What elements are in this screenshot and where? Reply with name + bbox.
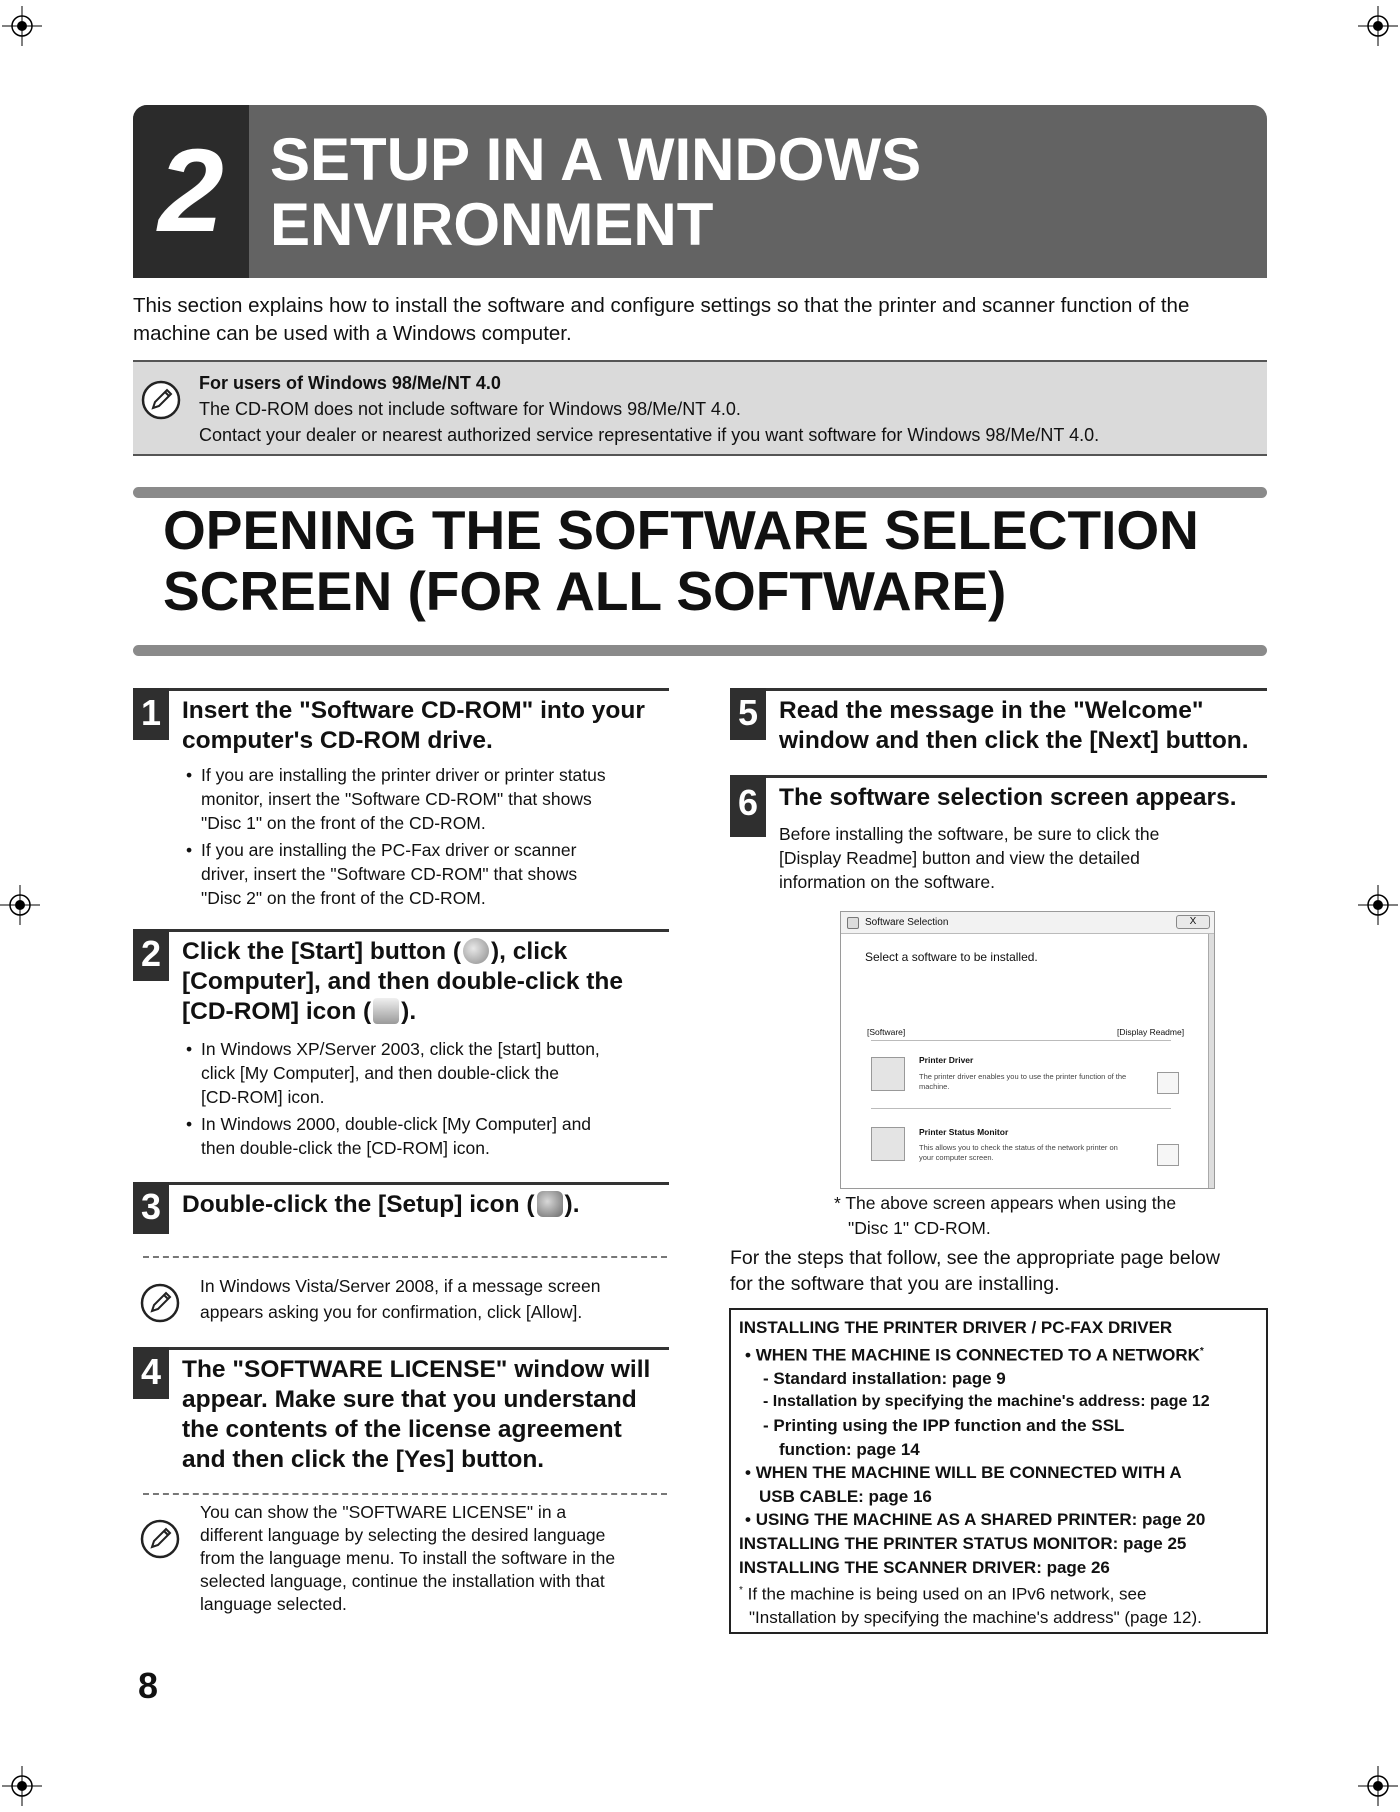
note-pencil-icon: [141, 380, 181, 420]
list-item: • In Windows 2000, double-click [My Computer] and then double-click the [CD-ROM] icon.: [186, 1112, 600, 1160]
intro-paragraph: This section explains how to install the software and configure settings so that the printer and scanner function of the machine can be used with a Windows computer.: [133, 294, 1190, 345]
follow-up-paragraph: For the steps that follow, see the appropriate page below for the software that you are installing.: [730, 1247, 1220, 1295]
section-rule-bottom: [133, 645, 1267, 656]
scrollbar[interactable]: [1208, 934, 1214, 1189]
step-2-bullets: [186, 1037, 600, 1163]
step-6-paragraph: Before installing the software, be sure to click the [Display Readme] button and view the detailed information on the software.: [779, 824, 1160, 892]
list-item: • WHEN THE MACHINE WILL BE CONNECTED WITH A: [745, 1463, 1182, 1483]
note-license: You can show the "SOFTWARE LICENSE" in a different language by selecting the desired language from the language menu. To install the software in the selected language, continue the installation with that language selected.: [200, 1502, 616, 1614]
readme-button[interactable]: [1157, 1144, 1179, 1166]
readme-button[interactable]: [1157, 1072, 1179, 1094]
chapter-title: SETUP IN A WINDOWS ENVIRONMENT: [270, 126, 922, 258]
registration-mark-mid-right: [1358, 885, 1398, 925]
list-item: - Printing using the IPP function and the SSL: [763, 1416, 1125, 1436]
step-heading: Double-click the [Setup] icon ( ).: [182, 1191, 580, 1218]
step-heading: The "SOFTWARE LICENSE" window will appear. Make sure that you understand the contents of the license agreement and then click the [Yes] button.: [182, 1356, 651, 1473]
registration-mark-mid-left: [0, 885, 40, 925]
step-heading: The software selection screen appears.: [779, 784, 1237, 811]
printer-status-monitor-icon[interactable]: [871, 1127, 905, 1161]
list-item: • USING THE MACHINE AS A SHARED PRINTER: page 20: [745, 1510, 1206, 1530]
footnote: * If the machine is being used on an IPv6 network, see: [739, 1584, 1147, 1604]
printer-driver-icon[interactable]: [871, 1057, 905, 1091]
note-pencil-icon: [140, 1283, 180, 1323]
window-titlebar: Software Selection X: [841, 912, 1214, 934]
guide-heading: INSTALLING THE PRINTER DRIVER / PC-FAX DRIVER: [739, 1318, 1173, 1337]
software-selection-screenshot: Software Selection X Select a software to be installed. [Software] [Display Readme] Printer Driver The printer driver enables you to use the printer function of the machine. Printer Status Monitor This allows you to check the status of the network printer on your computer screen.: [840, 911, 1215, 1189]
step-heading: Read the message in the "Welcome" window and then click the [Next] button.: [779, 697, 1249, 754]
list-item: - Standard installation: page 9: [763, 1368, 1006, 1388]
registration-mark-top-left: [2, 6, 42, 46]
note-windows-98: For users of Windows 98/Me/NT 4.0 The CD-ROM does not include software for Windows 98/Me/NT 4.0. Contact your dealer or nearest authorized service representative if you want software for Windows 98/Me/NT 4.0.: [133, 360, 1267, 456]
dashed-divider: [143, 1256, 667, 1258]
close-button[interactable]: X: [1176, 915, 1210, 929]
column-display-readme: [Display Readme]: [1117, 1027, 1185, 1037]
list-item: - Installation by specifying the machine's address: page 12: [763, 1393, 1210, 1411]
chapter-number: 2: [133, 105, 249, 278]
cd-rom-icon: [373, 998, 399, 1024]
registration-mark-top-right: [1358, 6, 1398, 46]
step-number: 3: [133, 1182, 169, 1234]
list-item: • WHEN THE MACHINE IS CONNECTED TO A NETWORK*: [745, 1345, 1204, 1365]
item-title[interactable]: Printer Status Monitor: [919, 1127, 1009, 1137]
step-heading: Insert the "Software CD-ROM" into your computer's CD-ROM drive.: [182, 697, 645, 754]
note-title: For users of Windows 98/Me/NT 4.0: [199, 373, 501, 393]
column-software: [Software]: [867, 1027, 906, 1037]
guide-heading: INSTALLING THE PRINTER STATUS MONITOR: page 25: [739, 1534, 1187, 1553]
list-item: • In Windows XP/Server 2003, click the [start] button, click [My Computer], and then double-click the [CD-ROM] icon.: [186, 1037, 600, 1109]
page-reference-box: INSTALLING THE PRINTER DRIVER / PC-FAX DRIVER • WHEN THE MACHINE IS CONNECTED TO A NETWORK* - Standard installation: page 9 - Installation by specifying the machine's address: page 12 - Printing using the IPP function and the SSL function: page 14 • WHEN THE MACHINE WILL BE CONNECTED WITH A USB CABLE: page 16 • USING THE MACHINE AS A SHARED PRINTER: page 20 INSTALLING THE PRINTER STATUS MONITOR: page 25 INSTALLING THE SCANNER DRIVER: page 26 * If the machine is being used on an IPv6 network, see "Installation by specifying the machine's address" (page 12).: [729, 1308, 1268, 1634]
guide-heading: INSTALLING THE SCANNER DRIVER: page 26: [739, 1557, 1110, 1577]
step-number: 1: [133, 688, 169, 740]
step-number: 2: [133, 929, 169, 981]
note-pencil-icon: [140, 1519, 180, 1559]
setup-icon: [537, 1191, 563, 1217]
prompt-text: Select a software to be installed.: [865, 950, 1038, 964]
list-item: • If you are installing the printer driver or printer status monitor, insert the "Software CD-ROM" that shows "Disc 1" on the front of the CD-ROM.: [186, 763, 606, 835]
section-title: OPENING THE SOFTWARE SELECTION SCREEN (FOR ALL SOFTWARE): [163, 499, 1199, 622]
section-rule-top: [133, 487, 1267, 498]
start-button-icon: [463, 938, 489, 964]
list-item: • If you are installing the PC-Fax driver or scanner driver, insert the "Software CD-ROM" that shows "Disc 2" on the front of the CD-ROM.: [186, 838, 606, 910]
page-number: 8: [138, 1665, 159, 1706]
chapter-header: [133, 105, 1267, 278]
step-number: 4: [133, 1347, 169, 1399]
registration-mark-bottom-right: [1358, 1766, 1398, 1806]
step-number: 6: [730, 775, 766, 837]
step-number: 5: [730, 688, 766, 740]
registration-mark-bottom-left: [2, 1766, 42, 1806]
window-app-icon: [847, 917, 859, 929]
note-vista: In Windows Vista/Server 2008, if a message screen appears asking you for confirmation, click [Allow].: [200, 1276, 601, 1322]
dashed-divider: [143, 1493, 667, 1495]
step-heading: Click the [Start] button ( ), click [Computer], and then double-click the [CD-ROM] icon ( ).: [182, 938, 624, 1025]
item-title[interactable]: Printer Driver: [919, 1055, 974, 1065]
screenshot-caption: * The above screen appears when using the "Disc 1" CD-ROM.: [834, 1193, 1177, 1238]
step-1-bullets: [186, 763, 606, 913]
